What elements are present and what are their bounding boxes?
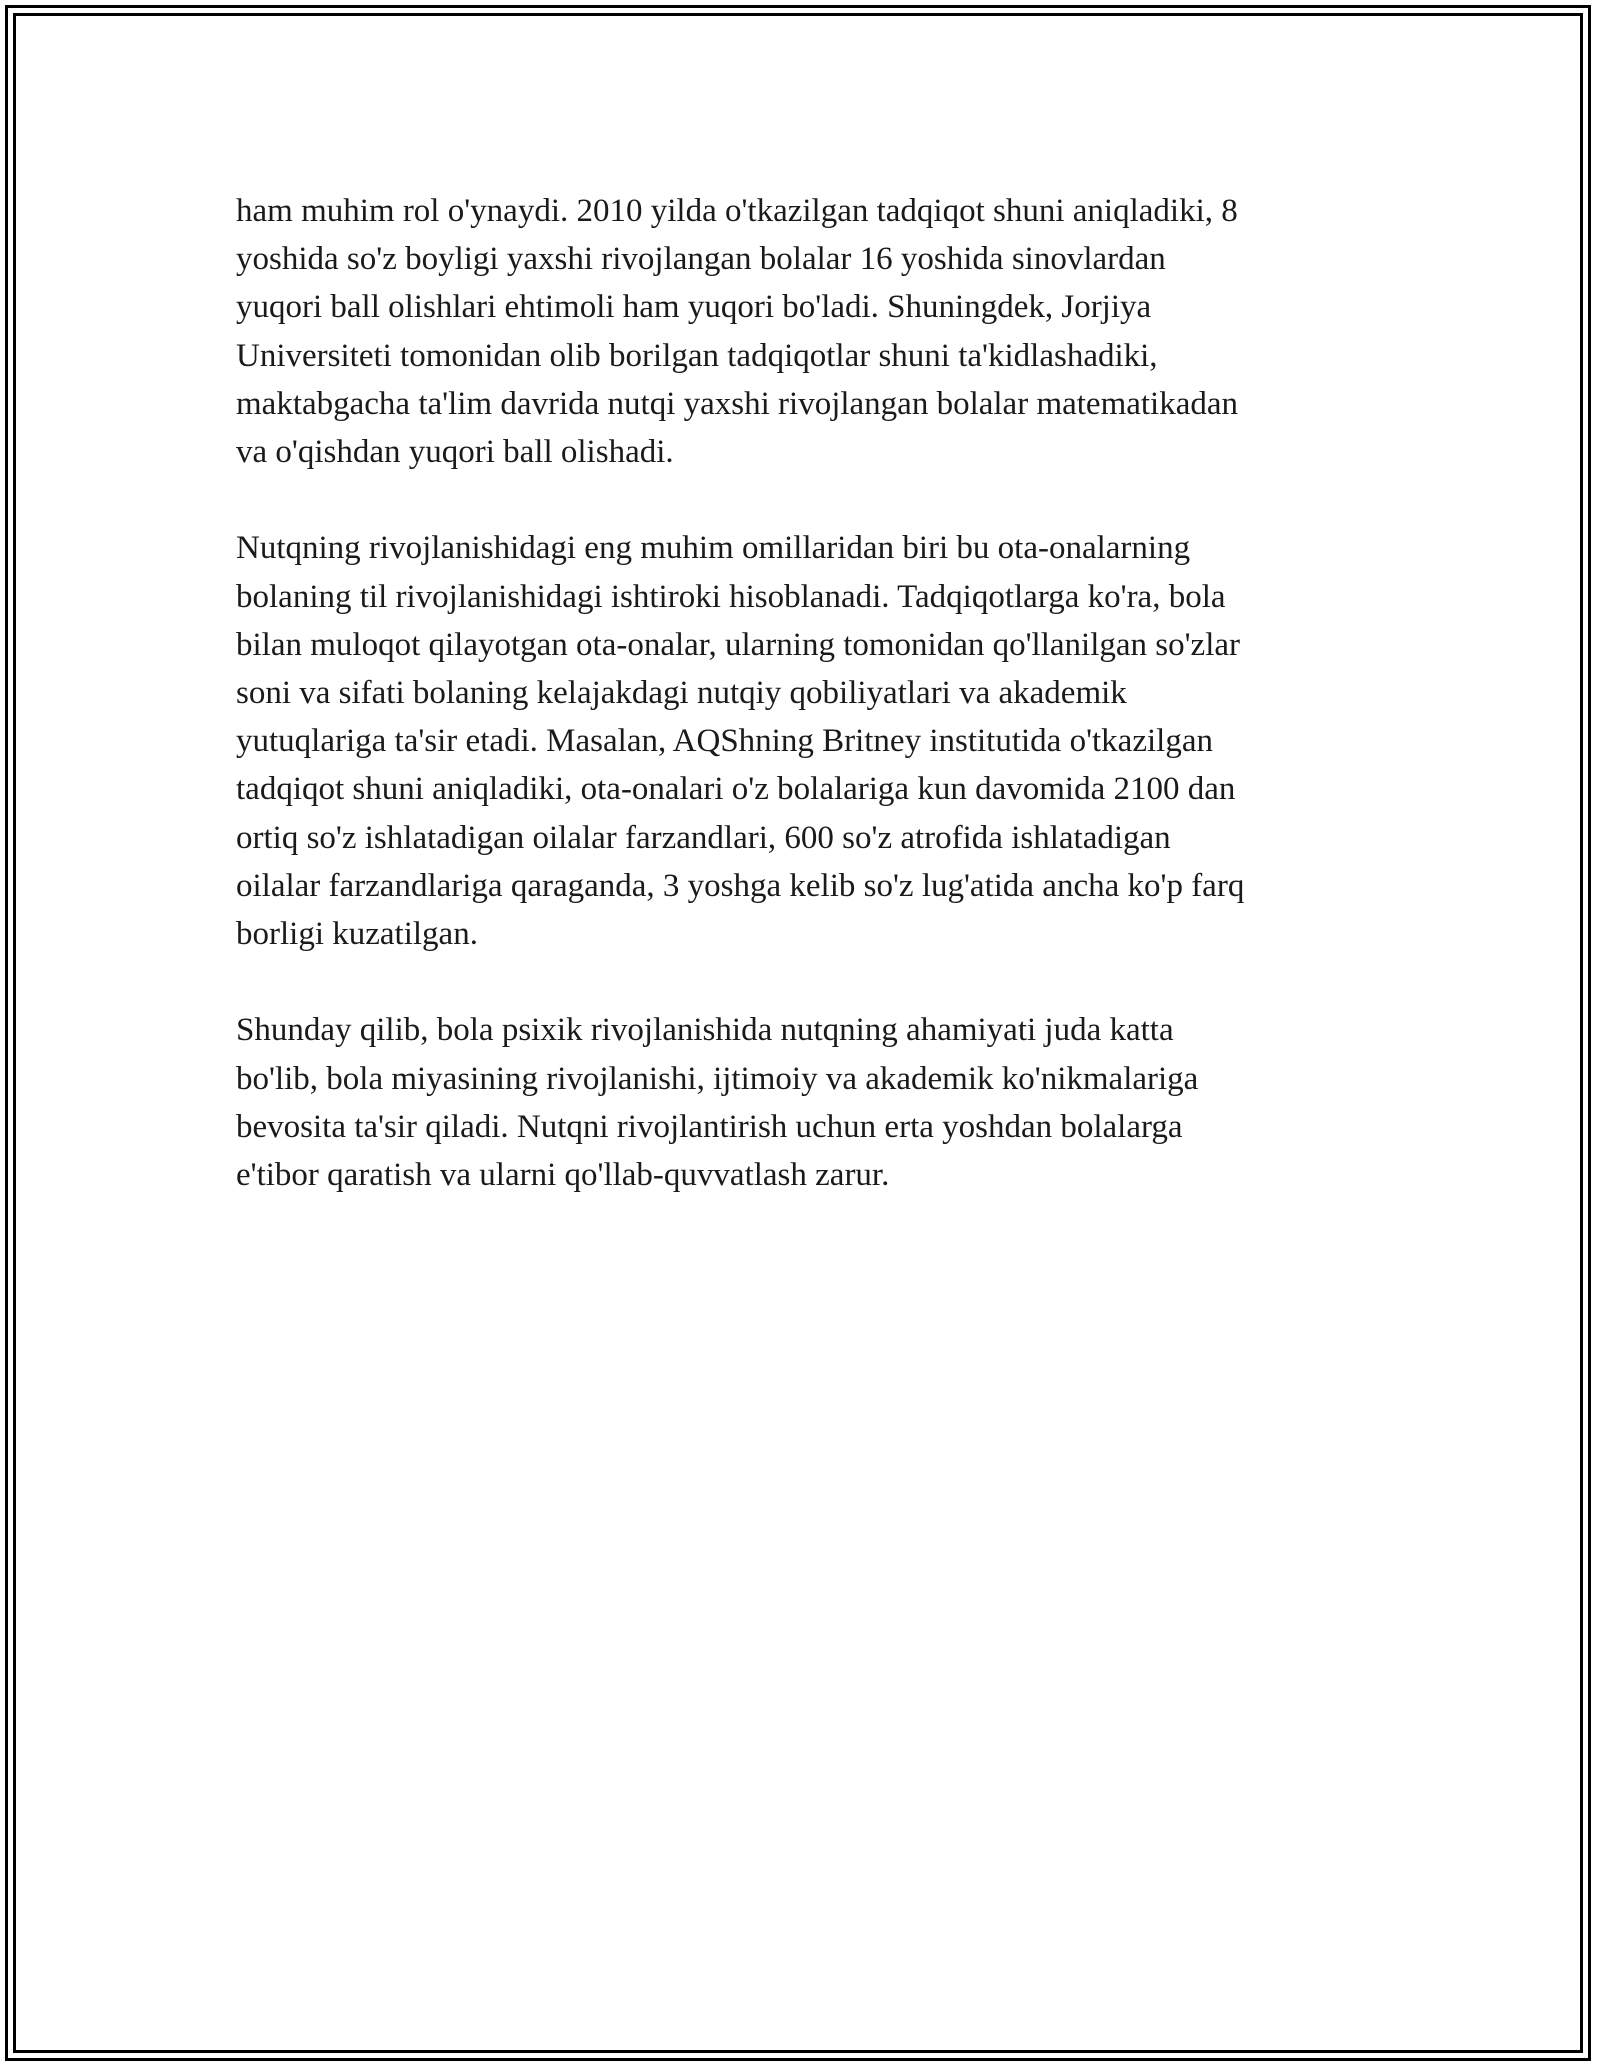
text-line: Universiteti tomonidan olib borilgan tadqiqotlar shuni ta'kidlashadiki, [236, 337, 1158, 374]
text-line: ham muhim rol o'ynaydi. 2010 yilda o'tkazilgan tadqiqot shuni aniqladiki, 8 [236, 193, 1238, 229]
paragraph-2 [236, 524, 1366, 958]
text-line: bo'lib, bola miyasining rivojlanishi, ijtimoiy va akademik ko'nikmalariga [236, 1060, 1199, 1097]
text-line: bevosita ta'sir qiladi. Nutqni rivojlantirish uchun erta yoshdan bolalarga [236, 1108, 1183, 1145]
text-line: va o'qishdan yuqori ball olishadi. [236, 434, 674, 471]
text-line: soni va sifati bolaning kelajakdagi nutqiy qobiliyatlari va akademik [236, 675, 1127, 712]
document-body [236, 187, 1366, 1247]
paragraph-3 [236, 1006, 1366, 1199]
text-line: tadqiqot shuni aniqladiki, ota-onalari o'z bolalariga kun davomida 2100 dan [236, 771, 1236, 808]
text-line: yoshida so'z boyligi yaxshi rivojlangan bolalar 16 yoshida sinovlardan [236, 241, 1166, 278]
text-line: yuqori ball olishlari ehtimoli ham yuqori bo'ladi. Shuningdek, Jorjiya [236, 289, 1152, 326]
text-line: oilalar farzandlariga qaraganda, 3 yoshga kelib so'z lug'atida ancha ko'p farq [236, 867, 1245, 904]
text-line: e'tibor qaratish va ularni qo'llab-quvvatlash zarur. [236, 1157, 890, 1194]
text-line: ortiq so'z ishlatadigan oilalar farzandlari, 600 so'z atrofida ishlatadigan [236, 819, 1171, 856]
text-line: bilan muloqot qilayotgan ota-onalar, ularning tomonidan qo'llanilgan so'zlar [236, 626, 1241, 663]
paragraph-1 [236, 187, 1366, 476]
text-line: Shunday qilib, bola psixik rivojlanishida nutqning ahamiyati juda katta [236, 1012, 1174, 1049]
text-line: maktabgacha ta'lim davrida nutqi yaxshi rivojlangan bolalar matematikadan [236, 385, 1239, 422]
text-line: yutuqlariga ta'sir etadi. Masalan, AQShning Britney institutida o'tkazilgan [236, 723, 1213, 760]
text-line: borligi kuzatilgan. [236, 916, 478, 953]
text-line: Nutqning rivojlanishidagi eng muhim omillaridan biri bu ota-onalarning [236, 530, 1191, 567]
text-line: bolaning til rivojlanishidagi ishtiroki hisoblanadi. Tadqiqotlarga ko'ra, bola [236, 578, 1226, 615]
